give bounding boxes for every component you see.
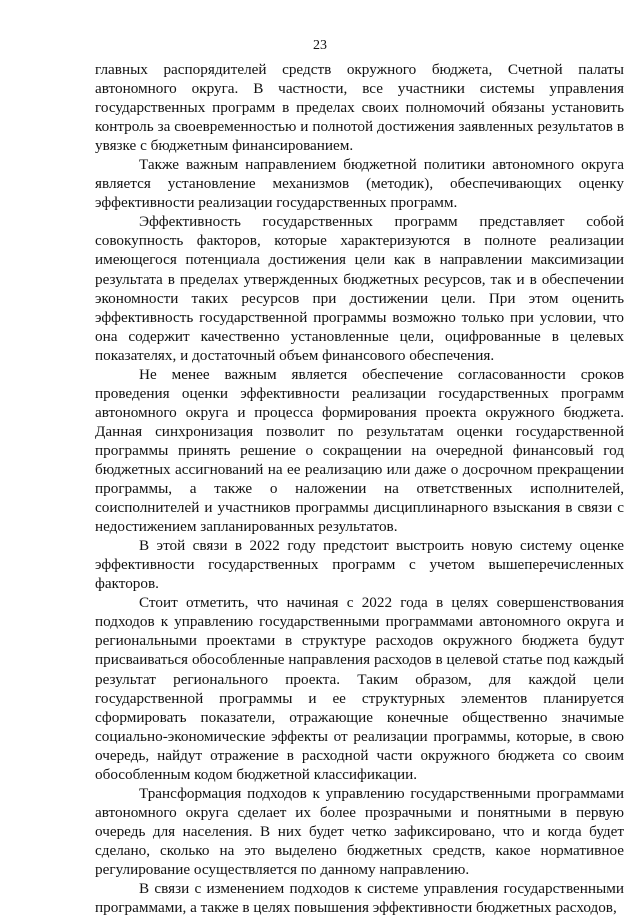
- body-text: [95, 60, 624, 917]
- page-number: 23: [313, 38, 327, 53]
- paragraph: В связи с изменением подходов к системе управления государственными программами, а также в целях повышения эффективности бюджетных расходов,: [95, 880, 624, 917]
- paragraph: главных распорядителей средств окружного бюджета, Счетной палаты автономного округа. В частности, все участники системы управления государственных программ в пределах своих полномочий обязаны установить контроль за своевременностью и полнотой достижения заявленных результатов в увязке с бюджетным финансированием.: [95, 61, 624, 155]
- paragraph: Трансформация подходов к управлению государственными программами автономного округа сделает их более прозрачными и понятными в первую очередь для населения. В них будет четко зафиксировано, что и когда будет сделано, сколько на это выделено бюджетных средств, какое нормативное регулирование осуществляется по данному направлению.: [95, 784, 624, 878]
- paragraph: Эффективность государственных программ представляет собой совокупность факторов, которые характеризуются в полноте реализации имеющегося потенциала достижения цели как в направлении максимизации результата в пределах утвержденных бюджетных ресурсов, так и в обеспечении экономности таких ресурсов при достижении цели. При этом оценить эффективность государственной программы возможно только при условии, что она содержит качественно установленные цели, оцифрованные в целевых показателях, и достаточный объем финансового обеспечения.: [95, 213, 624, 364]
- paragraph: Стоит отметить, что начиная с 2022 года в целях совершенствования подходов к управлению государственными программами автономного округа и региональными проектами в структуре расходов окружного бюджета будут присваиваться обособленные направления расходов в целевой статье под каждый результат регионального проекта. Таким образом, для каждой цели государственной программы и ее структурных элементов планируется сформировать показатели, отражающие конечные общественно значимые социально-экономические эффекты от реализации программы, которые, в свою очередь, найдут отражение в расходной части окружного бюджета со своим обособленным кодом бюджетной классификации.: [95, 594, 624, 783]
- paragraph: Не менее важным является обеспечение согласованности сроков проведения оценки эффективности реализации государственных программ автономного округа и процесса формирования проекта окружного бюджета. Данная синхронизация позволит по результатам оценки государственной программы принять решение о сокращении на очередной финансовый год бюджетных ассигнований на ее реализацию или даже о досрочном прекращении программы, а также о наложении на ответственных исполнителей, соисполнителей и участников программы дисциплинарного взыскания в связи с недостижением запланированных результатов.: [95, 365, 624, 536]
- paragraph: Также важным направлением бюджетной политики автономного округа является установление механизмов (методик), обеспечивающих оценку эффективности реализации государственных программ.: [95, 156, 624, 212]
- paragraph: В этой связи в 2022 году предстоит выстроить новую систему оценке эффективности государственных программ с учетом вышеперечисленных факторов.: [95, 537, 624, 593]
